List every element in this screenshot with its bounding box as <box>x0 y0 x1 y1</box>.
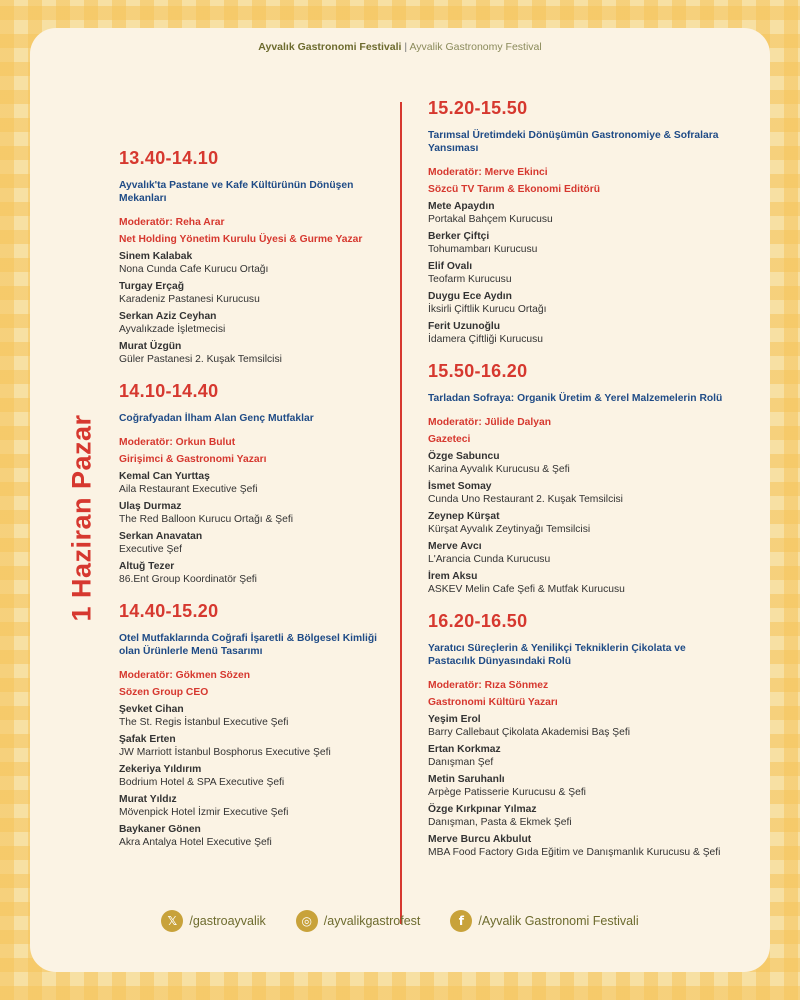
session-time: 16.20-16.50 <box>428 611 528 631</box>
speaker-name: Merve Avcı <box>428 541 482 552</box>
speaker-role: Danışman, Pasta & Ekmek Şefi <box>428 817 572 828</box>
speaker-role: Portakal Bahçem Kurucusu <box>428 214 553 225</box>
speaker <box>428 570 728 597</box>
speaker-role: JW Marriott İstanbul Bosphorus Executive Şefi <box>119 747 331 758</box>
speaker-name: Altuğ Tezer <box>119 561 175 572</box>
speaker-role: MBA Food Factory Gıda Eğitim ve Danışmanlık Kurucusu & Şefi <box>428 847 721 858</box>
speaker-role: İdamera Çiftliği Kurucusu <box>428 334 544 345</box>
left-column <box>119 148 394 864</box>
speaker-name: Yeşim Erol <box>428 714 481 725</box>
moderator-name: Moderatör: Reha Arar <box>119 217 225 228</box>
speaker-role: Karina Ayvalık Kurucusu & Şefi <box>428 464 570 475</box>
speaker <box>428 290 728 317</box>
speaker-name: Merve Burcu Akbulut <box>428 834 532 845</box>
speaker <box>428 540 728 567</box>
speaker-role: Kürşat Ayvalık Zeytinyağı Temsilcisi <box>428 524 591 535</box>
moderator-name: Moderatör: Merve Ekinci <box>428 167 548 178</box>
session-title: Otel Mutfaklarında Coğrafi İşaretli & Bölgesel Kimliği olan Ürünlerle Menü Tasarımı <box>119 633 378 657</box>
speaker <box>119 340 394 367</box>
moderator-title: Gastronomi Kültürü Yazarı <box>428 696 558 708</box>
moderator-title: Net Holding Yönetim Kurulu Üyesi & Gurme Yazar <box>119 233 363 245</box>
social-handle: /gastroayvalik <box>189 914 266 928</box>
speaker-name: Zeynep Kürşat <box>428 511 500 522</box>
speaker <box>428 510 728 537</box>
speaker-name: Elif Ovalı <box>428 261 473 272</box>
speaker-name: Şevket Cihan <box>119 704 184 715</box>
social-link[interactable] <box>296 910 421 932</box>
festival-header <box>30 41 770 53</box>
speaker-role: Tohumambarı Kurucusu <box>428 244 538 255</box>
moderator-title: Sözcü TV Tarım & Ekonomi Editörü <box>428 183 601 195</box>
speaker-name: Özge Sabuncu <box>428 451 500 462</box>
session-time: 13.40-14.10 <box>119 148 219 168</box>
speaker <box>428 260 728 287</box>
speaker <box>428 480 728 507</box>
speaker-name: Murat Yıldız <box>119 794 177 805</box>
speaker-role: 86.Ent Group Koordinatör Şefi <box>119 574 257 585</box>
session-block <box>119 148 394 367</box>
speaker-name: Turgay Erçağ <box>119 281 185 292</box>
speaker-role: Bodrium Hotel & SPA Executive Şefi <box>119 777 285 788</box>
speaker-role: Arpège Patisserie Kurucusu & Şefi <box>428 787 586 798</box>
speaker-name: Murat Üzgün <box>119 341 182 352</box>
speaker <box>119 733 394 760</box>
speaker <box>428 200 728 227</box>
column-divider <box>400 102 402 924</box>
speaker-name: Metin Saruhanlı <box>428 774 505 785</box>
program-card <box>30 28 770 972</box>
speaker-role: Ayvalıkzade İşletmecisi <box>119 324 226 335</box>
social-link[interactable] <box>450 910 638 932</box>
session-title: Yaratıcı Süreçlerin & Yenilikçi Tekniklerin Çikolata ve Pastacılık Dünyasındaki Rolü <box>428 643 686 667</box>
speaker-name: Serkan Anavatan <box>119 531 203 542</box>
speaker-role: Barry Callebaut Çikolata Akademisi Baş Şefi <box>428 727 631 738</box>
session-block <box>119 601 394 850</box>
speaker <box>428 773 728 800</box>
speaker-role: Güler Pastanesi 2. Kuşak Temsilcisi <box>119 354 282 365</box>
speaker-role: Aila Restaurant Executive Şefi <box>119 484 258 495</box>
festival-name-en: Ayvalik Gastronomy Festival <box>409 41 542 53</box>
moderator-name: Moderatör: Jülide Dalyan <box>428 417 552 428</box>
session-block <box>428 361 728 597</box>
session-block <box>119 381 394 587</box>
speaker-name: Kemal Can Yurttaş <box>119 471 210 482</box>
session-title: Ayvalık'ta Pastane ve Kafe Kültürünün Dönüşen Mekanları <box>119 180 354 204</box>
session-title: Tarladan Sofraya: Organik Üretim & Yerel Malzemelerin Rolü <box>428 393 723 404</box>
speaker <box>119 560 394 587</box>
session-time: 15.20-15.50 <box>428 98 528 118</box>
speaker-name: İrem Aksu <box>428 571 478 582</box>
session-time: 15.50-16.20 <box>428 361 528 381</box>
session-block <box>428 98 728 347</box>
speaker-role: ASKEV Melin Cafe Şefi & Mutfak Kurucusu <box>428 584 625 595</box>
session-title: Coğrafyadan İlham Alan Genç Mutfaklar <box>119 413 314 424</box>
speaker-name: Baykaner Gönen <box>119 824 201 835</box>
moderator-name: Moderatör: Orkun Bulut <box>119 437 236 448</box>
moderator-title: Gazeteci <box>428 433 471 445</box>
x-icon: 𝕏 <box>161 910 183 932</box>
date-label-container <box>48 378 116 658</box>
speaker <box>119 280 394 307</box>
speaker <box>119 793 394 820</box>
session-time: 14.40-15.20 <box>119 601 219 621</box>
speaker <box>119 310 394 337</box>
speaker-role: The St. Regis İstanbul Executive Şefi <box>119 717 289 728</box>
speaker <box>428 833 728 860</box>
speaker-name: Serkan Aziz Ceyhan <box>119 311 217 322</box>
speaker-role: Teofarm Kurucusu <box>428 274 512 285</box>
speaker <box>119 703 394 730</box>
speaker <box>119 470 394 497</box>
moderator-name: Moderatör: Gökmen Sözen <box>119 670 251 681</box>
session-time: 14.10-14.40 <box>119 381 219 401</box>
speaker <box>119 763 394 790</box>
speaker-name: Ertan Korkmaz <box>428 744 501 755</box>
speaker-role: Akra Antalya Hotel Executive Şefi <box>119 837 272 848</box>
social-handle: /ayvalikgastrofest <box>323 914 421 928</box>
right-column <box>428 98 728 874</box>
speaker <box>119 500 394 527</box>
moderator-name: Moderatör: Rıza Sönmez <box>428 680 549 691</box>
facebook-icon: f <box>450 910 472 932</box>
social-handle: /Ayvalik Gastronomi Festivali <box>478 914 639 928</box>
moderator-title: Sözen Group CEO <box>119 686 209 698</box>
speaker-name: Özge Kırkpınar Yılmaz <box>428 804 537 815</box>
speaker-role: Cunda Uno Restaurant 2. Kuşak Temsilcisi <box>428 494 623 505</box>
speaker-name: Duygu Ece Aydın <box>428 291 512 302</box>
festival-name-tr: Ayvalık Gastronomi Festivali <box>258 41 402 53</box>
moderator-title: Girişimci & Gastronomi Yazarı <box>119 453 267 465</box>
speaker-name: Mete Apaydın <box>428 201 495 212</box>
speaker <box>119 250 394 277</box>
speaker-name: Berker Çiftçi <box>428 231 490 242</box>
date-title: 1 Haziran Pazar <box>66 414 97 622</box>
speaker <box>428 450 728 477</box>
speaker-name: İsmet Somay <box>428 481 492 492</box>
speaker-name: Sinem Kalabak <box>119 251 193 262</box>
speaker-role: L'Arancia Cunda Kurucusu <box>428 554 551 565</box>
speaker <box>119 530 394 557</box>
social-footer <box>0 910 800 932</box>
instagram-icon: ◎ <box>296 910 318 932</box>
social-link[interactable] <box>161 910 265 932</box>
session-title: Tarımsal Üretimdeki Dönüşümün Gastronomiye & Sofralara Yansıması <box>428 130 719 154</box>
speaker-role: Karadeniz Pastanesi Kurucusu <box>119 294 260 305</box>
speaker-role: İksirli Çiftlik Kurucu Ortağı <box>428 304 547 315</box>
speaker <box>428 803 728 830</box>
speaker <box>428 743 728 770</box>
speaker-name: Şafak Erten <box>119 734 176 745</box>
speaker <box>428 713 728 740</box>
speaker-role: The Red Balloon Kurucu Ortağı & Şefi <box>119 514 293 525</box>
speaker-role: Executive Şef <box>119 544 182 555</box>
speaker-name: Ferit Uzunoğlu <box>428 321 501 332</box>
speaker-role: Danışman Şef <box>428 757 494 768</box>
speaker <box>119 823 394 850</box>
speaker-name: Ulaş Durmaz <box>119 501 182 512</box>
speaker <box>428 230 728 257</box>
speaker <box>428 320 728 347</box>
speaker-role: Nona Cunda Cafe Kurucu Ortağı <box>119 264 269 275</box>
speaker-role: Mövenpick Hotel İzmir Executive Şefi <box>119 807 289 818</box>
speaker-name: Zekeriya Yıldırım <box>119 764 202 775</box>
session-block <box>428 611 728 860</box>
header-separator: | <box>404 41 408 53</box>
